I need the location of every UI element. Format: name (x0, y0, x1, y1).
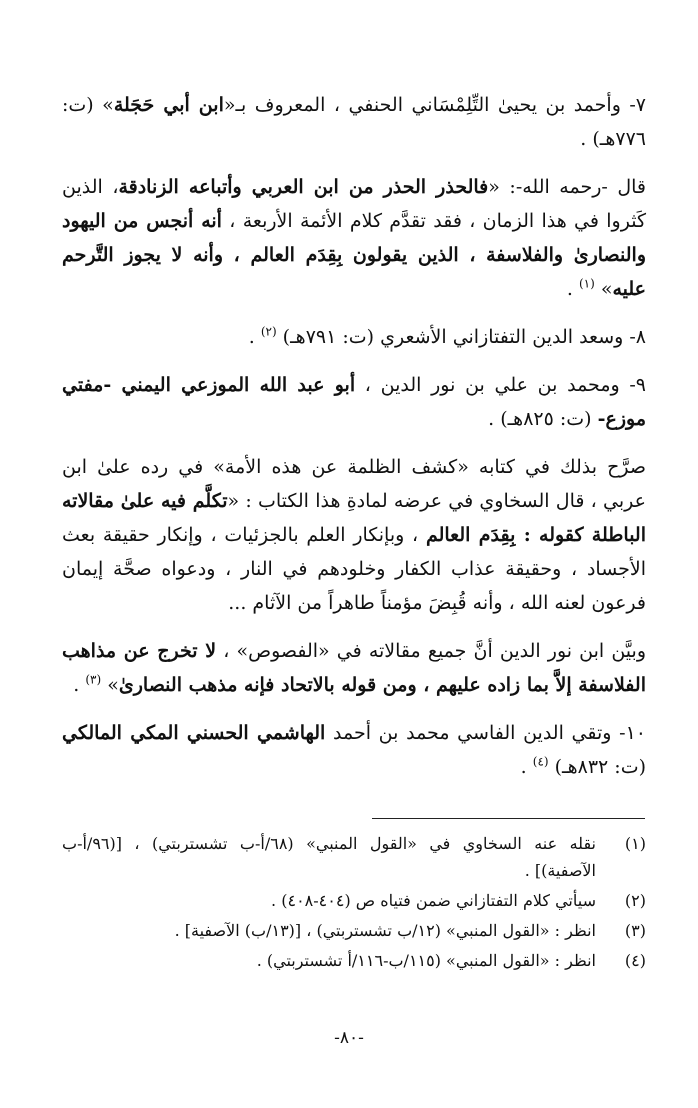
footnote-text: انظر : «القول المنبي» (١٢/ب تشستربتي) ، [(١٣/ب) الآصفية] . (174, 921, 596, 940)
emphasized-text: أبو عبد الله الموزعي اليمني -مفتي موزع- (62, 374, 646, 430)
footnote-number: (٤) (624, 951, 646, 970)
paragraph-text: ، وبإنكار العلم بالجزئيات ، وإنكار حقيقة بعث الأجساد ، وحقيقة عذاب الكفار وخلودهم في النار ، ودعواه صحَّة إيمان فرعون لعنه الله ، وأنه قُبِضَ مؤمناً طاهراً من الآثام ... (62, 524, 646, 614)
paragraph-text: » (101, 674, 119, 696)
paragraph-text: ٧- وأحمد بن يحيىٰ التِّلِمْسَاني الحنفي ، المعروف بـ« (223, 94, 646, 116)
paragraph-text: . (566, 278, 579, 300)
paragraph-text: ، الذين كَثروا في هذا الزمان ، فقد تقدَّم كلام الأئمة الأربعة ، (62, 176, 646, 232)
footnote-marker[interactable]: (٤) (532, 754, 549, 769)
paragraph-text: (ت: ٨٢٥هـ) . (488, 408, 598, 430)
paragraph-text: . (73, 674, 86, 696)
footnote (62, 917, 646, 944)
emphasized-text: أنه أنجس من اليهود والنصارىٰ والفلاسفة ، الذين يقولون بِقِدَم العالم ، وأنه لا يجوز التَّرحم عليه (62, 210, 646, 300)
emphasized-text: الهاشمي الحسني المكي المالكي (62, 722, 326, 744)
footnote-text: انظر : «القول المنبي» (١١٥/ب-١١٦/أ تشستربتي) . (256, 951, 596, 970)
paragraph-text: قال -رحمه الله-: « (488, 176, 647, 198)
paragraph-text: ٨- وسعد الدين التفتازاني الأشعري (ت: ٧٩١هـ) (276, 326, 646, 348)
paragraph (62, 320, 646, 354)
paragraph (62, 368, 646, 436)
paragraph (62, 170, 646, 306)
footnote (62, 830, 646, 884)
footnote (62, 887, 646, 914)
footnote (62, 947, 646, 974)
footnote-marker[interactable]: (٢) (260, 324, 277, 339)
emphasized-text: ابن أبي حَجَلة (113, 94, 224, 116)
paragraph (62, 450, 646, 620)
footnotes (62, 830, 646, 977)
paragraph (62, 716, 646, 784)
emphasized-text: تكلَّم فيه علىٰ مقالاته الباطلة كقوله : بِقِدَم العالم (62, 490, 646, 546)
footnote-number: (٢) (624, 891, 646, 910)
emphasized-text: لا تخرج عن مذاهب الفلاسفة إلاَّ بما زاده عليهم ، ومن قوله بالاتحاد فإنه مذهب النصارىٰ (62, 640, 646, 696)
footnote-text: سيأتي كلام التفتازاني ضمن فتياه ص (٤٠٤-٤٠٨) . (271, 891, 596, 910)
paragraph-text: ١٠- وتقي الدين الفاسي محمد بن أحمد (325, 722, 646, 744)
paragraph-text: » (594, 278, 613, 300)
paragraph-text: . (248, 326, 261, 348)
paragraph (62, 634, 646, 702)
paragraph-text: (ت: ٨٣٢هـ) (548, 756, 646, 778)
footnote-number: (٣) (624, 921, 646, 940)
paragraph-text: » (ت: ٧٧٦هـ) . (62, 94, 646, 150)
paragraph-text: . (520, 756, 533, 778)
main-text (62, 88, 646, 798)
footnote-marker[interactable]: (٣) (85, 672, 102, 687)
footnote-number: (١) (624, 834, 646, 853)
emphasized-text: فالحذر الحذر من ابن العربي وأتباعه الزنادقة (118, 176, 489, 198)
footnote-text: نقله عنه السخاوي في «القول المنبي» (٦٨/أ-ب تشستربتي) ، [(٩٦/أ-ب الآصفية)] . (62, 834, 596, 880)
page-number: -٨٠- (334, 1028, 364, 1048)
paragraph-text: صرَّح بذلك في كتابه «كشف الظلمة عن هذه الأمة» في رده علىٰ ابن عربي ، قال السخاوي في عرضه لمادةِ هذا الكتاب : « (62, 456, 646, 512)
footnote-separator (372, 818, 645, 819)
paragraph-text: وبيَّن ابن نور الدين أنَّ جميع مقالاته في «الفصوص» ، (216, 640, 646, 662)
paragraph (62, 88, 646, 156)
footnote-marker[interactable]: (١) (578, 276, 595, 291)
paragraph-text: ٩- ومحمد بن علي بن نور الدين ، (355, 374, 646, 396)
